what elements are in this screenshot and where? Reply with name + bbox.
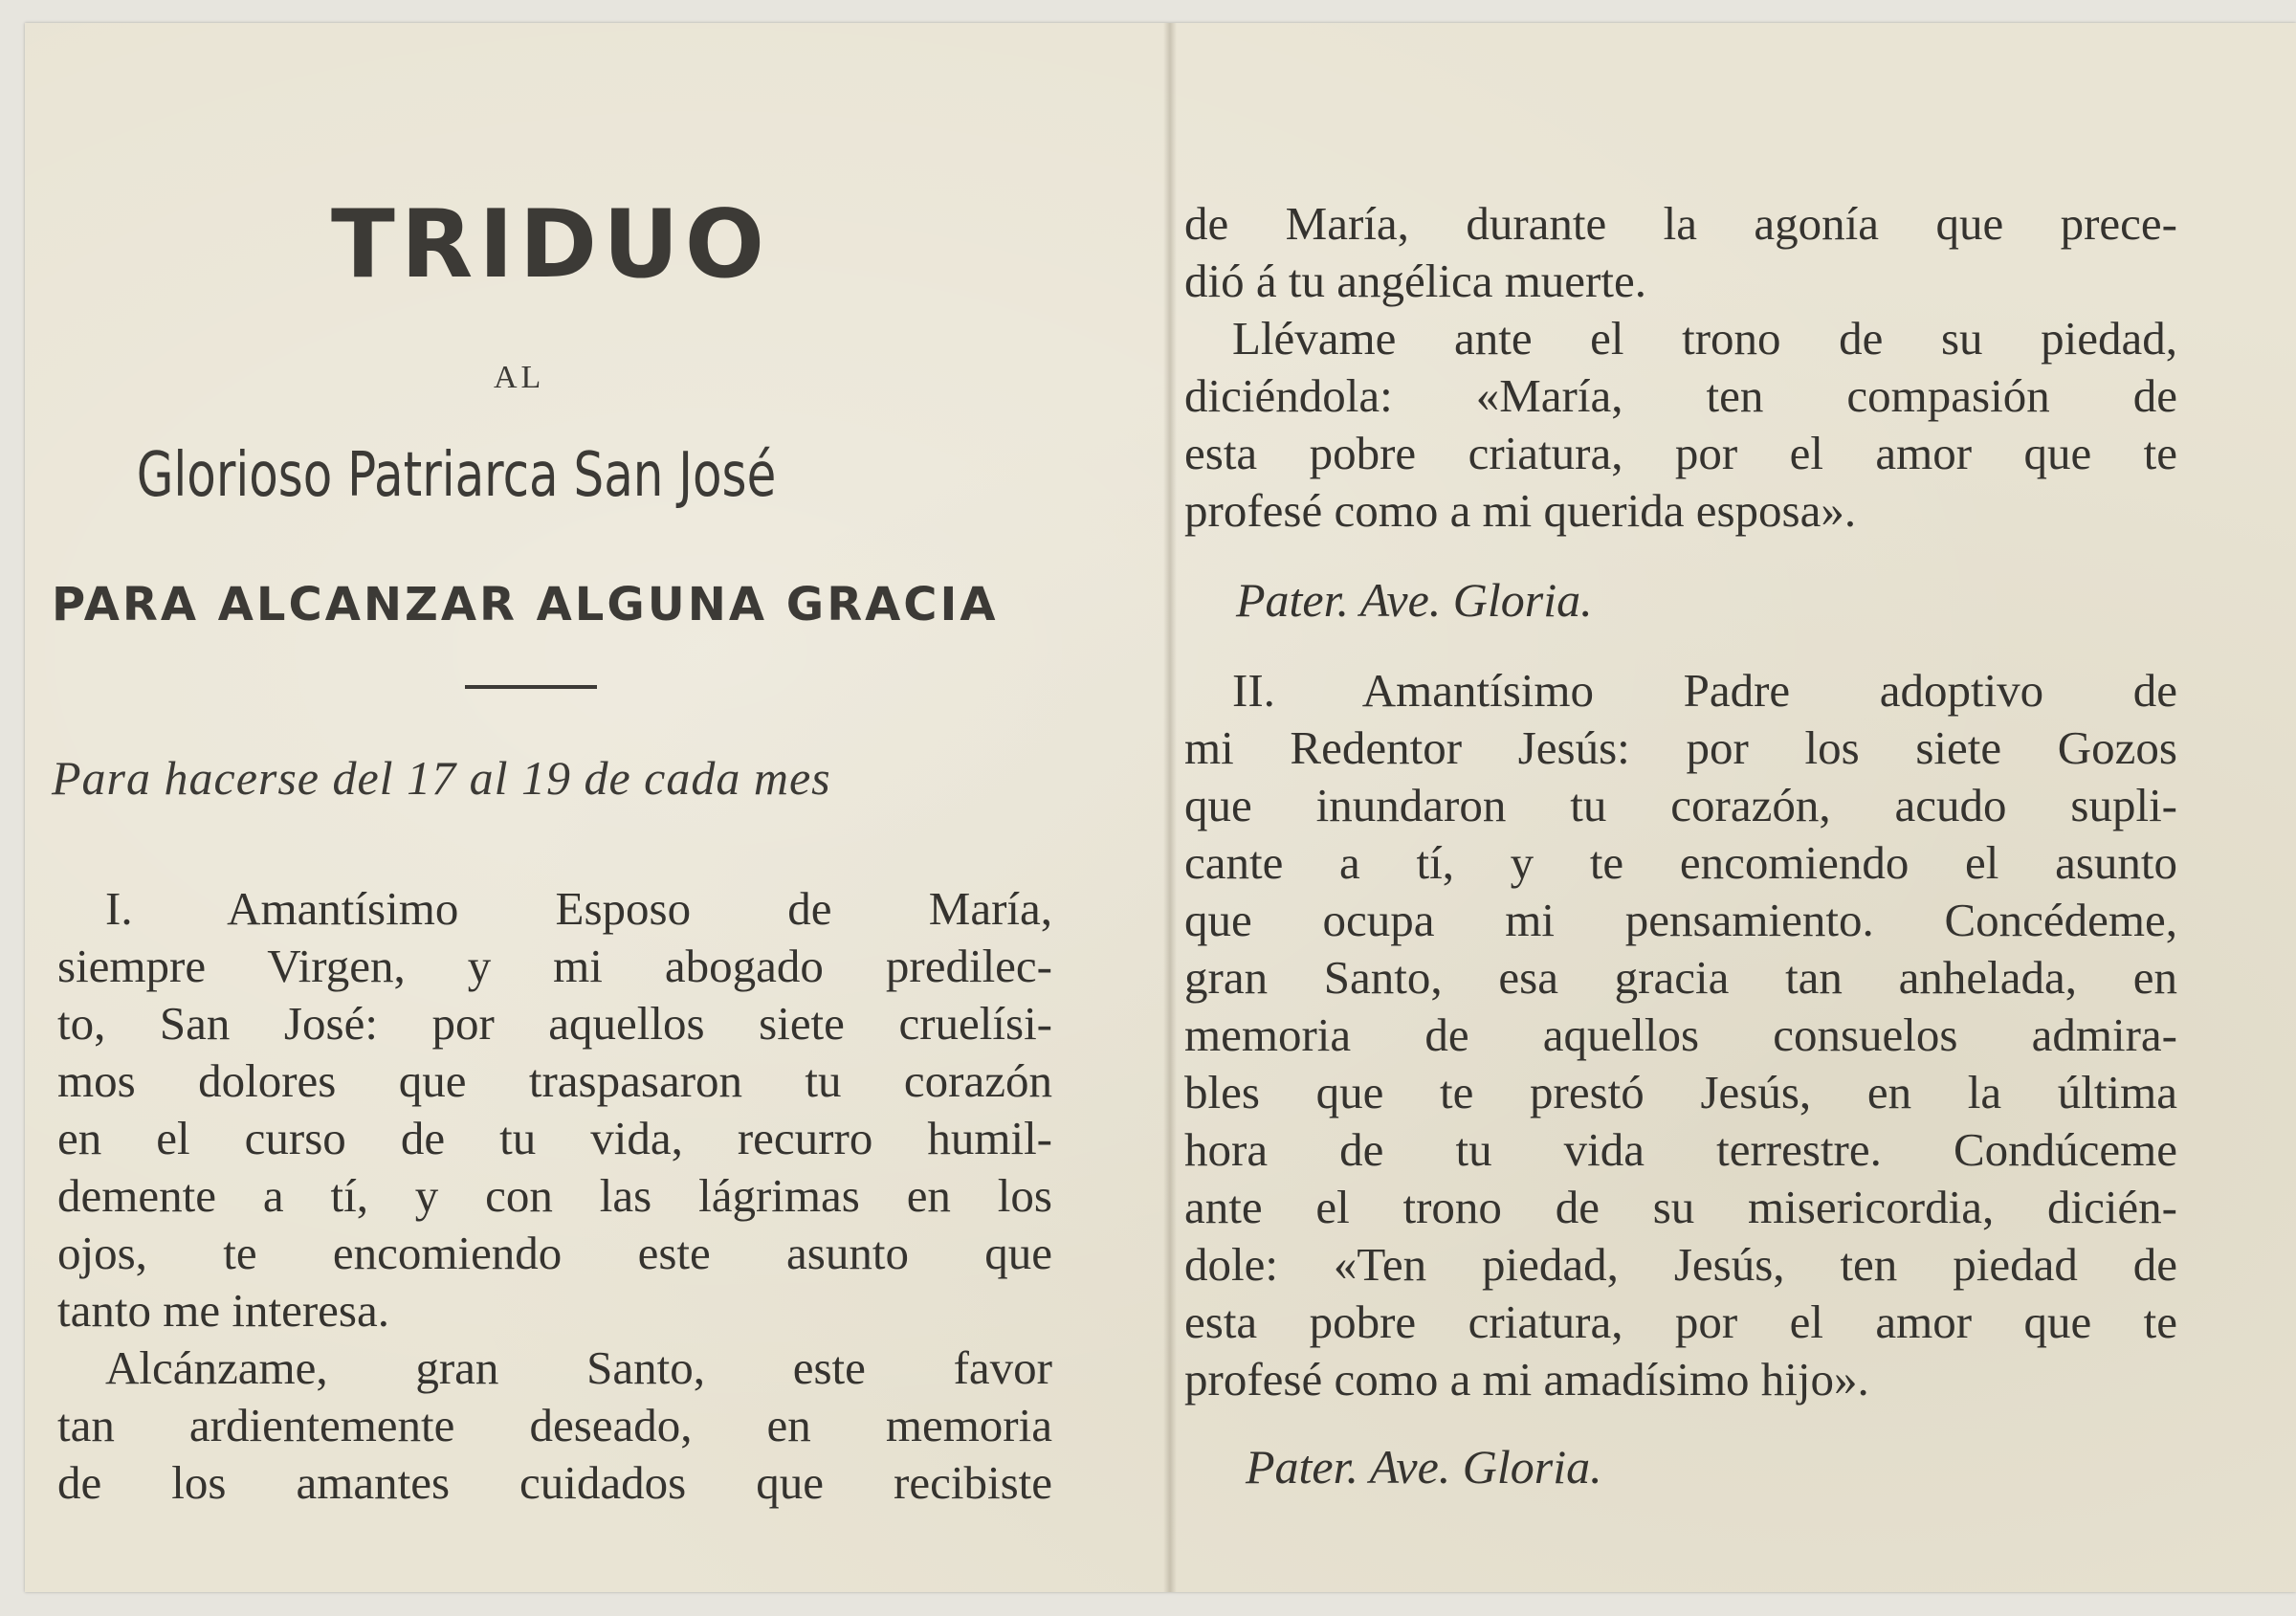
- pater-line: Pater. Ave. Gloria.: [1236, 573, 1593, 627]
- purpose-heading: PARA ALCANZAR ALGUNA GRACIA: [52, 578, 999, 631]
- pater-line: Pater. Ave. Gloria.: [1246, 1440, 1602, 1494]
- text-line: profesé como a mi amadísimo hijo».: [1184, 1353, 1869, 1406]
- text-line: to, San José: por aquellos siete cruelísi-: [57, 997, 1052, 1050]
- page-title: TRIDUO: [331, 190, 771, 299]
- text-line: esta pobre criatura, por el amor que te: [1184, 427, 2177, 479]
- divider: [465, 685, 597, 689]
- text-line: cante a tí, y te encomiendo el asunto: [1184, 836, 2177, 889]
- text-line: hora de tu vida terrestre. Condúceme: [1184, 1123, 2177, 1176]
- text-line: gran Santo, esa gracia tan anhelada, en: [1184, 951, 2177, 1004]
- text-line: mos dolores que traspasaron tu corazón: [57, 1054, 1052, 1107]
- text-line: dole: «Ten piedad, Jesús, ten piedad de: [1184, 1238, 2177, 1291]
- text-line: bles que te prestó Jesús, en la última: [1184, 1066, 2177, 1118]
- text-line: de los amantes cuidados que recibiste: [57, 1456, 1052, 1509]
- text-line: ojos, te encomiendo este asunto que: [57, 1227, 1052, 1279]
- left-page: [25, 23, 1163, 1592]
- text-line: diciéndola: «María, ten compasión de: [1184, 369, 2177, 422]
- text-line: dió á tu angélica muerte.: [1184, 255, 1646, 307]
- text-line: mi Redentor Jesús: por los siete Gozos: [1184, 721, 2177, 774]
- text-line: que ocupa mi pensamiento. Concédeme,: [1184, 894, 2177, 946]
- right-page: [1177, 23, 2296, 1592]
- text-line: II. Amantísimo Padre adoptivo de: [1232, 664, 2177, 717]
- text-line: demente a tí, y con las lágrimas en los: [57, 1169, 1052, 1222]
- text-line: tanto me interesa.: [57, 1284, 389, 1337]
- text-line: profesé como a mi querida esposa».: [1184, 484, 1857, 537]
- text-line: siempre Virgen, y mi abogado predilec-: [57, 940, 1052, 992]
- text-line: I. Amantísimo Esposo de María,: [105, 882, 1052, 935]
- text-line: esta pobre criatura, por el amor que te: [1184, 1295, 2177, 1348]
- text-line: que inundaron tu corazón, acudo supli-: [1184, 779, 2177, 831]
- text-line: en el curso de tu vida, recurro humil-: [57, 1112, 1052, 1164]
- text-line: ante el trono de su misericordia, dicién-: [1184, 1181, 2177, 1233]
- left-body-text: [57, 880, 1052, 1512]
- text-line: Llévame ante el trono de su piedad,: [1232, 312, 2177, 365]
- prayer-leaflet: [25, 23, 2296, 1592]
- title-connector: AL: [494, 360, 545, 395]
- instruction-line: Para hacerse del 17 al 19 de cada mes: [52, 751, 831, 805]
- text-line: de María, durante la agonía que prece-: [1184, 197, 2177, 250]
- center-fold: [1163, 23, 1177, 1592]
- right-body-text-1: [1184, 195, 2177, 540]
- text-line: memoria de aquellos consuelos admira-: [1184, 1008, 2177, 1061]
- text-line: tan ardientemente deseado, en memoria: [57, 1399, 1052, 1451]
- right-body-text-2: [1184, 662, 2177, 1408]
- subtitle: Glorioso Patriarca San José: [136, 440, 777, 511]
- text-line: Alcánzame, gran Santo, este favor: [105, 1341, 1052, 1394]
